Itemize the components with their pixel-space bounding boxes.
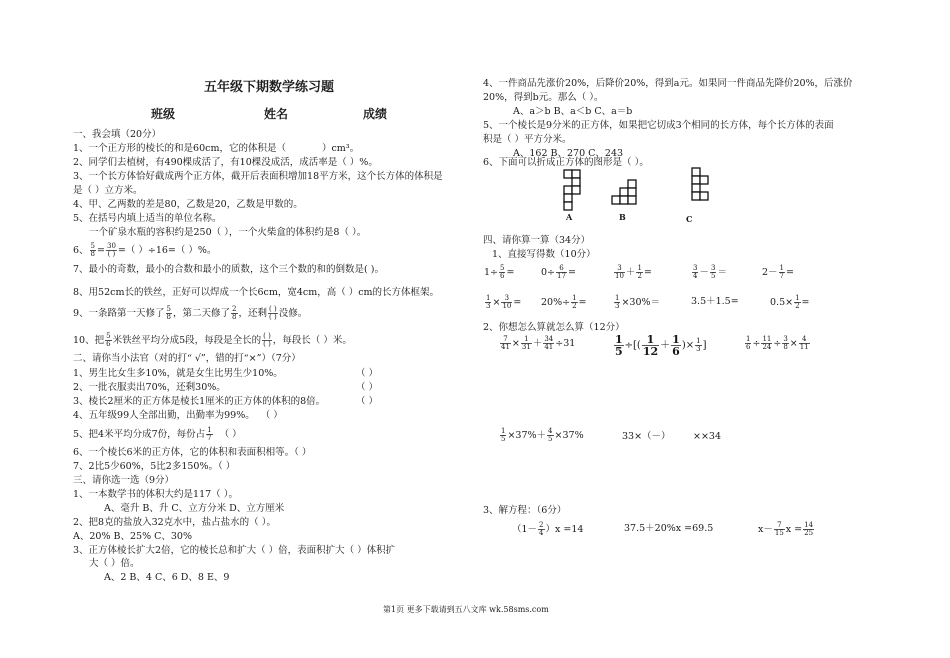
fraction-denominator: 6: [672, 345, 680, 358]
fraction-denominator: 10: [615, 272, 624, 280]
text-fragment: =: [506, 267, 515, 278]
fraction-denominator: 41: [501, 343, 510, 351]
text-fragment: ＋: [625, 267, 636, 278]
fraction: [501, 295, 512, 310]
text-fragment: 2－: [762, 267, 778, 278]
fraction-denominator: 3: [696, 345, 701, 353]
text-fragment: 没修。: [278, 308, 308, 319]
s3-q2: 2、把8克的盐放入32克水中，盐占盐水的（ ）。: [73, 517, 276, 528]
fraction-denominator: 2: [795, 302, 800, 310]
page-footer: 第1页 更多下载请到五八文库 wk.58sms.com: [383, 605, 549, 614]
s1-q3-cont: 是（ ）立方米。: [73, 185, 143, 196]
fraction-denominator: 5: [710, 272, 716, 280]
s3-q1-options: A、毫升 B、升 C、立方分米 D、立方厘米: [104, 503, 285, 514]
fraction-numerator: 3: [783, 335, 788, 343]
text-fragment: ）cm³。: [321, 143, 360, 154]
text-fragment: =: [97, 245, 105, 256]
fraction: [745, 336, 751, 351]
s3-q3-options: A、2 B、4 C、6 D、8 E、9: [104, 572, 230, 583]
fraction: [499, 265, 505, 280]
s4-sub2: 2、你想怎么算就怎么算（12分）: [483, 322, 625, 333]
s3-q5-options: A、162 B、270 C、243: [513, 148, 624, 159]
fraction-numerator: 5: [106, 332, 111, 340]
cube-net-a-figure: [560, 168, 590, 220]
fraction-denominator: 6: [500, 272, 505, 280]
fraction-numerator: 7: [774, 522, 785, 530]
s1-q9: [73, 306, 307, 321]
fraction: [500, 336, 511, 351]
s2-q5: [73, 427, 242, 442]
fraction: [231, 306, 237, 321]
s1-q10: [73, 333, 352, 348]
text-fragment: ×: [492, 297, 501, 308]
fraction-numerator: 1: [615, 333, 623, 346]
text-fragment: ]: [702, 340, 707, 351]
calc-e8: [613, 295, 660, 310]
fraction-numerator: 1: [795, 294, 800, 302]
calc-c4: [499, 428, 584, 443]
fraction-numerator: 5: [500, 264, 505, 272]
text-fragment: ＋: [532, 338, 543, 349]
fraction-denominator: 15: [774, 529, 784, 537]
s2-q2: 2、一批衣服卖出70%，还剩30%。: [73, 382, 226, 393]
fraction: [761, 336, 772, 351]
fraction: [794, 295, 800, 310]
text-fragment: ，第二天修了: [173, 308, 231, 319]
calc-e3: [613, 265, 652, 280]
s3-q4-cont: 20%，得到b元。那么（ ）。: [483, 92, 604, 103]
text-fragment: 9、一条路第一天修了: [73, 308, 165, 319]
text-fragment: 10、把: [73, 335, 105, 346]
text-fragment: 20%÷: [541, 297, 571, 308]
fraction-numerator: 2: [232, 305, 237, 313]
s3-q3: 3、正方体棱长扩大2倍，它的棱长总和扩大（ ）倍，表面积扩大（ ）体积扩: [73, 545, 396, 556]
s1-q5: 5、在括号内填上适当的单位名称。: [73, 213, 222, 224]
s2-q1: 1、男生比女生多10%，就是女生比男生少10%。: [73, 368, 283, 379]
text-fragment: =: [801, 297, 810, 308]
fraction-denominator: 31: [521, 343, 531, 351]
s3-q1: 1、一本数学书的体积大约是117（ ）。: [73, 489, 238, 500]
s1-q8: 8、用52cm长的铁丝，正好可以焊成一个长6cm，宽4cm，高（ ）cm的长方体框架。: [73, 287, 440, 298]
fraction-numerator: 1: [521, 336, 532, 344]
fraction-numerator: 2: [539, 521, 544, 529]
text-fragment: 1÷: [484, 267, 499, 278]
fraction: [642, 334, 659, 357]
fraction-denominator: 6: [746, 343, 751, 351]
fraction-denominator: 8: [166, 313, 172, 321]
calc-e6: [484, 295, 521, 310]
fraction-numerator: 1: [779, 264, 785, 272]
text-fragment: x =: [785, 524, 803, 535]
s3-q6: 6、下面可以折成正方体的图形是（ ）。: [483, 157, 649, 168]
s1-q6: [73, 243, 216, 258]
fraction-denominator: 4: [539, 529, 544, 537]
fraction: [166, 306, 172, 321]
fraction-numerator: 3: [501, 295, 512, 303]
calc-e1: [484, 265, 514, 280]
fraction-numerator: 1: [501, 427, 506, 435]
fraction-denominator: 7: [207, 434, 212, 442]
text-fragment: =: [567, 267, 576, 278]
fraction: [547, 428, 553, 443]
cube-net-c-figure: [684, 166, 714, 214]
fraction-denominator: 2: [637, 272, 642, 280]
fraction: [543, 336, 554, 351]
fraction-denominator: 3: [486, 302, 491, 310]
fraction-numerator: 11: [762, 335, 772, 343]
equation-3: [758, 522, 815, 537]
text-fragment: =: [578, 297, 587, 308]
text-fragment: =: [513, 297, 522, 308]
fraction-denominator: 41: [544, 343, 554, 351]
fraction-numerator: 1: [486, 294, 491, 302]
text-fragment: 1、一个正方形的棱长的和是60cm，它的体积是（: [73, 143, 286, 154]
text-fragment: ，每段长（ ）米。: [272, 335, 352, 346]
fraction: [556, 265, 567, 280]
text-fragment: ×: [789, 338, 798, 349]
fraction-denominator: 11: [799, 343, 809, 351]
fraction-denominator: 5: [548, 435, 553, 443]
fraction-numerator: 14: [804, 521, 814, 529]
fraction: [671, 334, 681, 357]
s2-q7: 7、2比5少60%，5比2多150%。（ ）: [73, 461, 236, 472]
net-label-b: B: [619, 212, 626, 222]
s3-q4: 4、一件商品先涨价20%，后降价20%，得到a元。如果同一件商品先降价20%，后涨价: [483, 78, 853, 89]
calc-e4: [691, 265, 727, 280]
s2-q2-answer: （ ）: [356, 382, 379, 393]
fraction-numerator: 1: [746, 335, 751, 343]
fraction: [695, 338, 701, 353]
page-title: 五年级下期数学练习题: [204, 80, 335, 95]
text-fragment: ＋: [660, 340, 671, 351]
s3-q5: 5、一个棱长是9分米的正方体，如果把它切成3个相同的长方体，每个长方体的表面: [483, 120, 834, 131]
text-fragment: )×: [681, 340, 695, 351]
text-fragment: －: [699, 267, 709, 278]
fraction-denominator: 25: [804, 529, 814, 537]
section3-heading: 三、请你选一选（9分）: [73, 475, 175, 486]
name-label: 姓名: [264, 107, 289, 121]
s1-q7: 7、最小的奇数，最小的合数和最小的质数，这个三个数的和的倒数是( )。: [73, 264, 384, 275]
fraction-denominator: 24: [762, 343, 772, 351]
fraction-numerator: 1: [642, 334, 659, 346]
text-fragment: =（ ）÷16=（ ）%。: [117, 245, 217, 256]
fraction-numerator: 7: [500, 336, 511, 344]
text-fragment: （ ）: [260, 410, 283, 421]
fraction: [485, 295, 491, 310]
text-fragment: （ ）: [219, 429, 242, 440]
text-fragment: ）x =14: [545, 524, 584, 535]
text-fragment: ÷: [752, 338, 761, 349]
score-label: 成绩: [363, 107, 388, 121]
text-fragment: ÷: [773, 338, 782, 349]
s2-q3-answer: （ ）: [356, 396, 379, 407]
text-fragment: （1－: [512, 524, 538, 535]
fraction-denominator: 7: [779, 272, 785, 280]
fraction-numerator: 1: [615, 294, 620, 302]
fraction: [614, 295, 620, 310]
fraction: [105, 333, 111, 348]
fraction-numerator: 3: [614, 265, 625, 273]
text-fragment: 米铁丝平均分成5段，每段是全长的: [112, 335, 262, 346]
s4-sub3: 3、解方程：（6分）: [483, 505, 567, 516]
fraction-numerator: ( ): [269, 305, 277, 313]
calc-e10: [770, 295, 810, 310]
text-fragment: ＝: [717, 267, 727, 278]
calc-c2: [613, 334, 706, 357]
fraction-denominator: 3: [615, 302, 620, 310]
fraction: [692, 265, 698, 280]
fraction: [803, 522, 814, 537]
text-fragment: ÷[(: [624, 340, 641, 351]
section4-heading: 四、请你算一算（34分）: [483, 235, 591, 246]
fraction-numerator: 5: [166, 305, 172, 313]
fraction: [614, 265, 625, 280]
net-label-c: C: [686, 214, 693, 224]
text-fragment: =: [643, 267, 652, 278]
section1-heading: 一、我会填（20分）: [73, 129, 162, 140]
s2-q1-answer: （ ）: [356, 368, 379, 379]
fraction-numerator: 6: [556, 265, 567, 273]
fraction-denominator: ( ): [263, 340, 271, 348]
fraction: [774, 522, 785, 537]
fraction-denominator: 5: [501, 435, 506, 443]
text-fragment: ×37%＋: [507, 430, 547, 441]
fraction-numerator: 1: [696, 337, 701, 345]
fraction: [636, 265, 642, 280]
fraction-numerator: 1: [572, 294, 577, 302]
fraction-denominator: 6: [106, 340, 111, 348]
fraction-denominator: 12: [642, 345, 659, 358]
fraction: [782, 336, 788, 351]
calc-e2: [541, 265, 576, 280]
equation-1: [512, 522, 583, 537]
calc-e5: [762, 265, 794, 280]
text-fragment: ×30%＝: [621, 297, 661, 308]
fraction-numerator: 5: [90, 242, 96, 250]
fraction-denominator: 5: [615, 345, 623, 358]
class-label: 班级: [151, 107, 176, 121]
fraction-denominator: 8: [783, 343, 788, 351]
fraction-denominator: 4: [693, 272, 698, 280]
fraction: [538, 522, 544, 537]
calc-e9: 3.5＋1.5=: [691, 296, 739, 307]
s1-q2: 2、同学们去植树，有490棵成活了，有10棵没成活，成活率是（ ）%。: [73, 157, 378, 168]
equation-2: 37.5＋20%x =69.5: [624, 523, 714, 534]
fraction-denominator: ( ): [269, 313, 277, 321]
s1-q3: 3、一个长方体恰好截成两个正方体，截开后表面积增加18平方米，这个长方体的体积是: [73, 171, 443, 182]
fraction: [614, 334, 624, 357]
fraction-numerator: 30: [106, 242, 116, 250]
fraction: [779, 265, 785, 280]
s4-sub1: 1、直接写得数（10分）: [492, 249, 596, 260]
calc-c6: ××34: [693, 431, 722, 442]
text-fragment: 6、: [73, 245, 89, 256]
fraction-numerator: 1: [672, 333, 680, 346]
text-fragment: 0÷: [541, 267, 556, 278]
s2-q4: [73, 410, 283, 422]
fraction-numerator: 4: [548, 427, 553, 435]
fraction-numerator: 1: [637, 264, 642, 272]
s2-q3: 3、棱长2厘米的正方体是棱长1厘米的正方体的体积的8倍。: [73, 396, 326, 407]
fraction: [206, 427, 212, 442]
text-fragment: ÷31: [555, 338, 576, 349]
s1-q1: [73, 143, 359, 155]
calc-c1: [499, 336, 575, 351]
fraction-numerator: 3: [693, 264, 698, 272]
s3-q3-cont: 大（ ）倍。: [89, 558, 140, 569]
s1-q4: 4、甲、乙两数的差是80，乙数是20，乙数是甲数的。: [73, 199, 303, 210]
calc-c3: [744, 336, 811, 351]
cube-net-b-figure: [608, 178, 642, 212]
fraction: [90, 243, 96, 258]
fraction-denominator: 8: [232, 313, 237, 321]
fraction-denominator: 2: [572, 302, 577, 310]
fraction-denominator: 8: [90, 250, 96, 258]
text-fragment: ，还剩: [238, 308, 268, 319]
fraction: [262, 333, 272, 348]
fraction-denominator: 17: [557, 272, 566, 280]
s2-q6: 6、一个棱长6米的正方体，它的体积和表面积相等。（ ）: [73, 447, 312, 458]
calc-e7: [541, 295, 587, 310]
s3-q2-options: A、20% B、25% C、30%: [73, 531, 192, 542]
text-fragment: ×37%: [554, 430, 584, 441]
text-fragment: 0.5×: [770, 297, 794, 308]
s1-q5-units: 一个矿泉水瓶的容积约是250（ ），一个火柴盒的体积约是8（ ）。: [89, 227, 367, 238]
text-fragment: x－: [758, 524, 773, 535]
text-fragment: 5、把4米平均分成7份，每份占: [73, 429, 206, 440]
fraction: [106, 243, 117, 258]
text-fragment: =: [786, 267, 794, 278]
fraction: [799, 336, 810, 351]
fraction-numerator: 4: [799, 336, 810, 344]
fraction-numerator: 3: [710, 264, 716, 272]
fraction: [500, 428, 506, 443]
calc-c5: 33×（－）: [622, 431, 671, 442]
fraction-numerator: 34: [544, 335, 554, 343]
section2-heading: 二、请你当小法官（对的打“ √”，错的打“×”）（7分）: [73, 353, 301, 364]
text-fragment: 4、五年级99人全部出勤，出勤率为99%。: [73, 410, 255, 421]
net-label-a: A: [566, 212, 573, 222]
fraction-denominator: 10: [502, 302, 512, 310]
fraction: [268, 306, 278, 321]
text-fragment: ×: [511, 338, 520, 349]
fraction-denominator: ( ): [107, 250, 116, 258]
s3-q5-cont: 积是（ ）平方分米。: [483, 134, 572, 145]
fraction: [571, 295, 577, 310]
fraction-numerator: ( ): [263, 332, 271, 340]
fraction: [710, 265, 716, 280]
fraction: [521, 336, 532, 351]
s3-q4-options: A、a＞b B、a＜b C、a＝b: [513, 106, 633, 117]
fraction-numerator: 1: [207, 426, 212, 434]
